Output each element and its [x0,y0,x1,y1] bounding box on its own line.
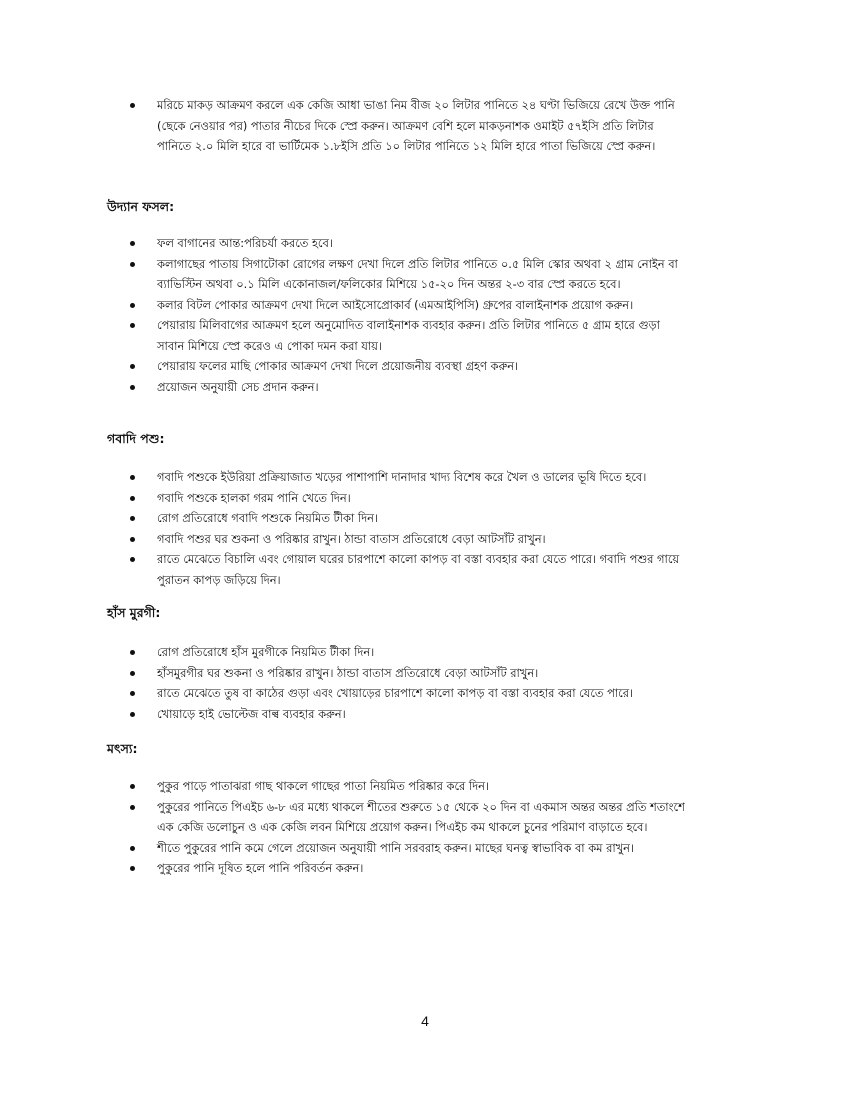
bullet-icon [130,303,135,308]
list-item [0,704,850,725]
bullet-icon [130,323,135,328]
chili-mite-list [0,95,850,157]
bullet-icon [130,537,135,542]
list-item [0,467,850,488]
list-item-text: কলাগাছের পাতায় সিগাটোকা রোগের লক্ষণ দেখা দিলে প্রতি লিটার পানিতে ০.৫ মিলি স্কোর অথবা ২ গ্রাম নোইন বা ব্যাভিস্টিন অথবা ০.১ মিলি একোনাজল/ফলিকোর মিশিয়ে ১৫-২০ দিন অন্তর ২-৩ বার স্প্রে করতে হবে। [157,256,678,291]
bullet-icon [130,671,135,676]
list-item [0,377,850,398]
livestock-heading: গবাদি পশু: [107,431,165,446]
horticulture-heading: উদ্যান ফসল: [107,199,175,214]
list-item-text: রোগ প্রতিরোধে গবাদি পশুকে নিয়মিত টীকা দিন। [157,511,378,525]
list-item-text: পুকুরের পানিতে পিএইচ ৬-৮ এর মধ্যে থাকলে শীতের শুরুতে ১৫ থেকে ২০ দিন বা একমাস অন্তর অন্তর প্রতি শতাংশে এক কেজি ডলোচুন ও এক কেজি লবন মিশিয়ে প্রয়োগ করুন। পিএইচ কম থাকলে চুনের পরিমাণ বাড়াতে হবে। [157,799,685,834]
list-item [0,663,850,684]
bullet-icon [130,385,135,390]
bullet-icon [130,364,135,369]
list-item-text: হাঁসমুরগীর ঘর শুকনা ও পরিষ্কার রাখুন। ঠান্ডা বাতাস প্রতিরোধে বেড়া আটসাঁট রাখুন। [157,665,539,680]
list-item-text: শীতে পুকুরের পানি কমে গেলে প্রয়োজন অনুযায়ী পানি সরবরাহ করুন। মাছের ঘনত্ব স্বাভাবিক বা কম রাখুন। [157,840,635,855]
list-item-text: গবাদি পশুকে হালকা গরম পানি খেতে দিন। [157,490,351,505]
list-item [0,254,850,295]
list-item [0,642,850,663]
list-item-text: গবাদি পশুকে ইউরিয়া প্রক্রিয়াজাত খড়ের পাশাপাশি দানাদার খাদ্য বিশেষ করে খৈল ও ডালের ভূষি দিতে হবে। [157,470,647,484]
bullet-icon [130,866,135,871]
list-item-text: পেয়ারায় ফলের মাছি পোকার আক্রমণ দেখা দিলে প্রয়োজনীয় ব্যবস্থা গ্রহণ করুন। [157,359,519,373]
bullet-icon [130,650,135,655]
list-item [0,858,850,879]
list-item-text: পেয়ারায় মিলিবাগের আক্রমণ হলে অনুমোদিত বালাইনাশক ব্যবহার করুন। প্রতি লিটার পানিতে ৫ গ্রাম হারে গুড়া সাবান মিশিয়ে স্প্রে করেও এ পোকা দমন করা যায়। [157,318,660,353]
bullet-icon [130,805,135,810]
list-item [0,356,850,377]
list-item-text: পুকুরের পানি দূষিত হলে পানি পরিবর্তন করুন। [157,861,364,875]
poultry-heading: হাঁস মুরগী: [107,605,161,620]
list-item [0,776,850,797]
list-item-text: কলার বিটল পোকার আক্রমণ দেখা দিলে আইসোপ্রোকার্ব (এমআইপিসি) গ্রুপের বালাইনাশক প্রয়োগ করুন। [157,297,634,312]
bullet-icon [130,557,135,562]
bullet-icon [130,691,135,696]
fisheries-list [0,776,850,879]
list-item-text: ফল বাগানের আন্ত:পরিচর্যা করতে হবে। [157,236,333,250]
bullet-icon [130,241,135,246]
fisheries-heading: মৎস্য: [107,741,138,756]
list-item-text: রাতে মেঝেতে তুষ বা কাঠের গুড়া এবং খোয়াড়ের চারপাশে কালো কাপড় বা বস্তা ব্যবহার করা যেতে পারে। [157,686,634,700]
list-item [0,488,850,509]
list-item [0,838,850,859]
list-item [0,797,850,838]
bullet-icon [130,496,135,501]
list-item [0,683,850,704]
list-item [0,315,850,356]
horticulture-list [0,233,850,397]
list-item [0,233,850,254]
list-item [0,529,850,550]
list-item [0,95,850,157]
list-item-text: রোগ প্রতিরোধে হাঁস মুরগীকে নিয়মিত টীকা দিন। [157,645,375,659]
list-item-text: পুকুর পাড়ে পাতাঝরা গাছ থাকলে গাছের পাতা নিয়মিত পরিষ্কার করে দিন। [157,779,490,793]
bullet-icon [130,846,135,851]
list-item [0,508,850,529]
bullet-icon [130,475,135,480]
bullet-icon [130,103,135,108]
list-item-text: খোয়াড়ে হাই ভোল্টেজ বাল্ব ব্যবহার করুন। [157,706,346,721]
page-number: 4 [421,1013,429,1029]
list-item-text: মরিচে মাকড় আক্রমণ করলে এক কেজি আধা ভাঙা নিম বীজ ২০ লিটার পানিতে ২৪ ঘণ্টা ভিজিয়ে রেখে উক্ত পানি (ছেকে নেওয়ার পর) পাতার নীচের দিকে স্প্রে করুন। আক্রমণ বেশি হলে মাকড়নাশক ওমাইট ৫৭ইসি প্রতি লিটার পানিতে ২.০ মিলি হারে বা ভার্টিমেক ১.৮ইসি প্রতি ১০ লিটার পানিতে ১২ মিলি হারে পাতা ভিজিয়ে স্প্রে করুন। [157,98,675,153]
list-item-text: গবাদি পশুর ঘর শুকনা ও পরিষ্কার রাখুন। ঠান্ডা বাতাস প্রতিরোধে বেড়া আটসাঁট রাখুন। [157,531,546,546]
bullet-icon [130,784,135,789]
list-item [0,295,850,316]
bullet-icon [130,262,135,267]
livestock-list [0,467,850,590]
list-item-text: প্রয়োজন অনুযায়ী সেচ প্রদান করুন। [157,379,319,394]
list-item [0,549,850,590]
poultry-list [0,642,850,724]
bullet-icon [130,516,135,521]
bullet-icon [130,712,135,717]
list-item-text: রাতে মেঝেতে বিচালি এবং গোয়াল ঘরের চারপাশে কালো কাপড় বা বস্তা ব্যবহার করা যেতে পারে। গবাদি পশুর গায়ে পুরাতন কাপড় জড়িয়ে দিন। [157,552,680,587]
